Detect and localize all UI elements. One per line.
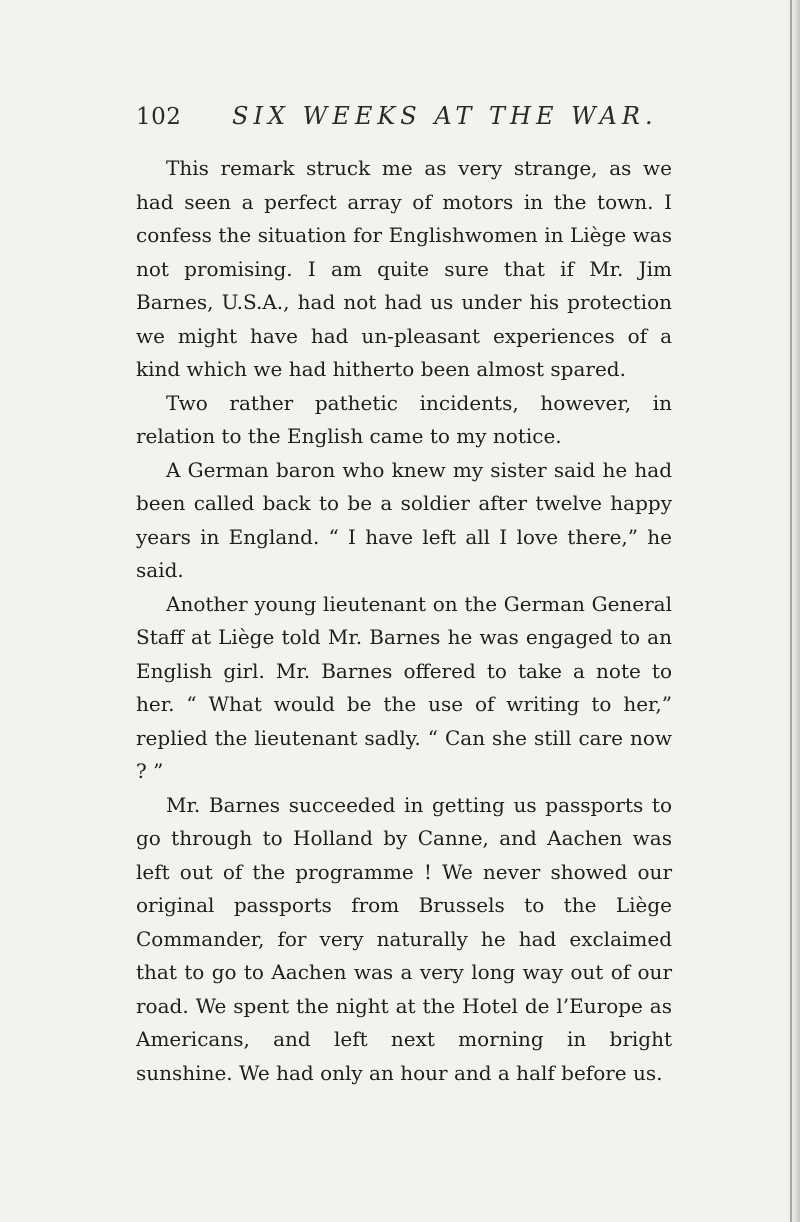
- running-head: [136, 100, 676, 140]
- page-edge-line: [790, 0, 792, 1222]
- page-edge-shadow: [786, 0, 800, 1222]
- paragraph: A German baron who knew my sister said he had been called back to be a soldier after twelve happy years in England. “ I have left all I love there,” he said.: [136, 457, 672, 582]
- running-title: SIX WEEKS AT THE WAR.: [232, 102, 658, 130]
- paragraph: This remark struck me as very strange, as we had seen a perfect array of motors in the town. I confess the situation for Englishwomen in Liège was not promising. I am quite sure that if Mr. Jim Barnes, U.S.A., had not had us under his protection we might have had un-pleasant experiences of a kind which we had hitherto been almost spared.: [136, 156, 672, 381]
- paragraph: Mr. Barnes succeeded in getting us passports to go through to Holland by Canne, and Aachen was left out of the programme ! We never showed our original passports from Brussels to the Liège Commander, for very naturally he had exclaimed that to go to Aachen was a very long way out of our road. We spent the night at the Hotel de l’Europe as Americans, and left next morning in bright sunshine. We had only an hour and a half before us.: [136, 792, 672, 1085]
- paragraph: Another young lieutenant on the German General Staff at Liège told Mr. Barnes he was engaged to an English girl. Mr. Barnes offered to take a note to her. “ What would be the use of writing to her,” replied the lieutenant sadly. “ Can she still care now ? ”: [136, 591, 672, 783]
- paragraph: Two rather pathetic incidents, however, in relation to the English came to my notice.: [136, 390, 672, 448]
- body-text: [136, 152, 672, 1090]
- page-number: 102: [136, 104, 182, 130]
